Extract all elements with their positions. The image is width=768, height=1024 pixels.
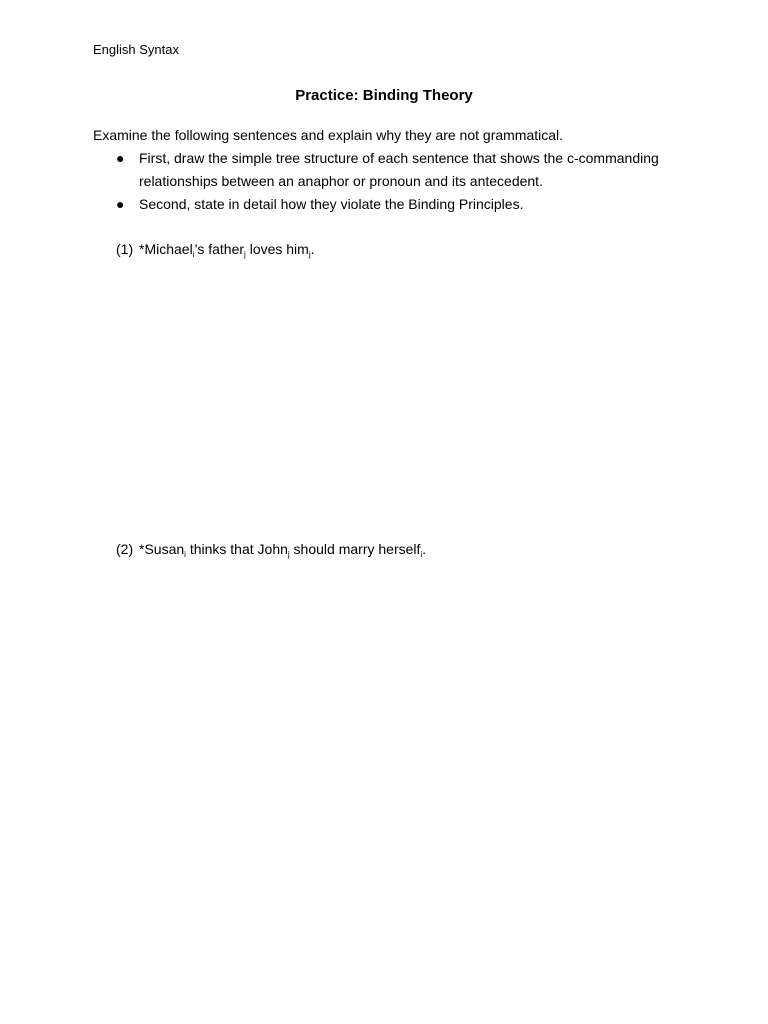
- document-header: English Syntax: [93, 42, 179, 57]
- sentence-part: loves him: [245, 241, 309, 257]
- index-subscript: j: [287, 550, 290, 559]
- bullet-icon: ●: [116, 150, 125, 166]
- example-number: (1): [116, 241, 134, 257]
- index-subscript: i: [192, 250, 195, 259]
- index-subscript: j: [244, 250, 246, 259]
- sentence-part: should marry herself: [289, 541, 421, 557]
- instruction-text: First, draw the simple tree structure of each sentence that shows the c-commanding relationships between an anaphor or pronoun and its antecedent.: [139, 150, 659, 189]
- instruction-text: Second, state in detail how they violate the Binding Principles.: [139, 196, 524, 212]
- index-subscript: j: [308, 250, 311, 259]
- index-subscript: i: [184, 550, 186, 559]
- instruction-item: [116, 147, 676, 193]
- instruction-item: [116, 193, 676, 216]
- instructions-list: [116, 147, 676, 216]
- sentence-part: *Michael: [139, 241, 193, 257]
- example-sentence-2: [116, 539, 426, 559]
- example-sentence-1: [116, 239, 315, 259]
- sentence-part: thinks that John: [185, 541, 288, 557]
- example-number: (2): [116, 541, 134, 557]
- sentence-part: *Susan: [139, 541, 185, 557]
- instructions-intro: Examine the following sentences and explain why they are not grammatical.: [93, 127, 564, 143]
- sentence-part: .: [422, 541, 427, 557]
- sentence-part: ’s father: [194, 241, 245, 257]
- bullet-icon: ●: [116, 196, 125, 212]
- index-subscript: i: [420, 550, 423, 559]
- sentence-part: .: [310, 241, 315, 257]
- page-title: Practice: Binding Theory: [295, 87, 473, 104]
